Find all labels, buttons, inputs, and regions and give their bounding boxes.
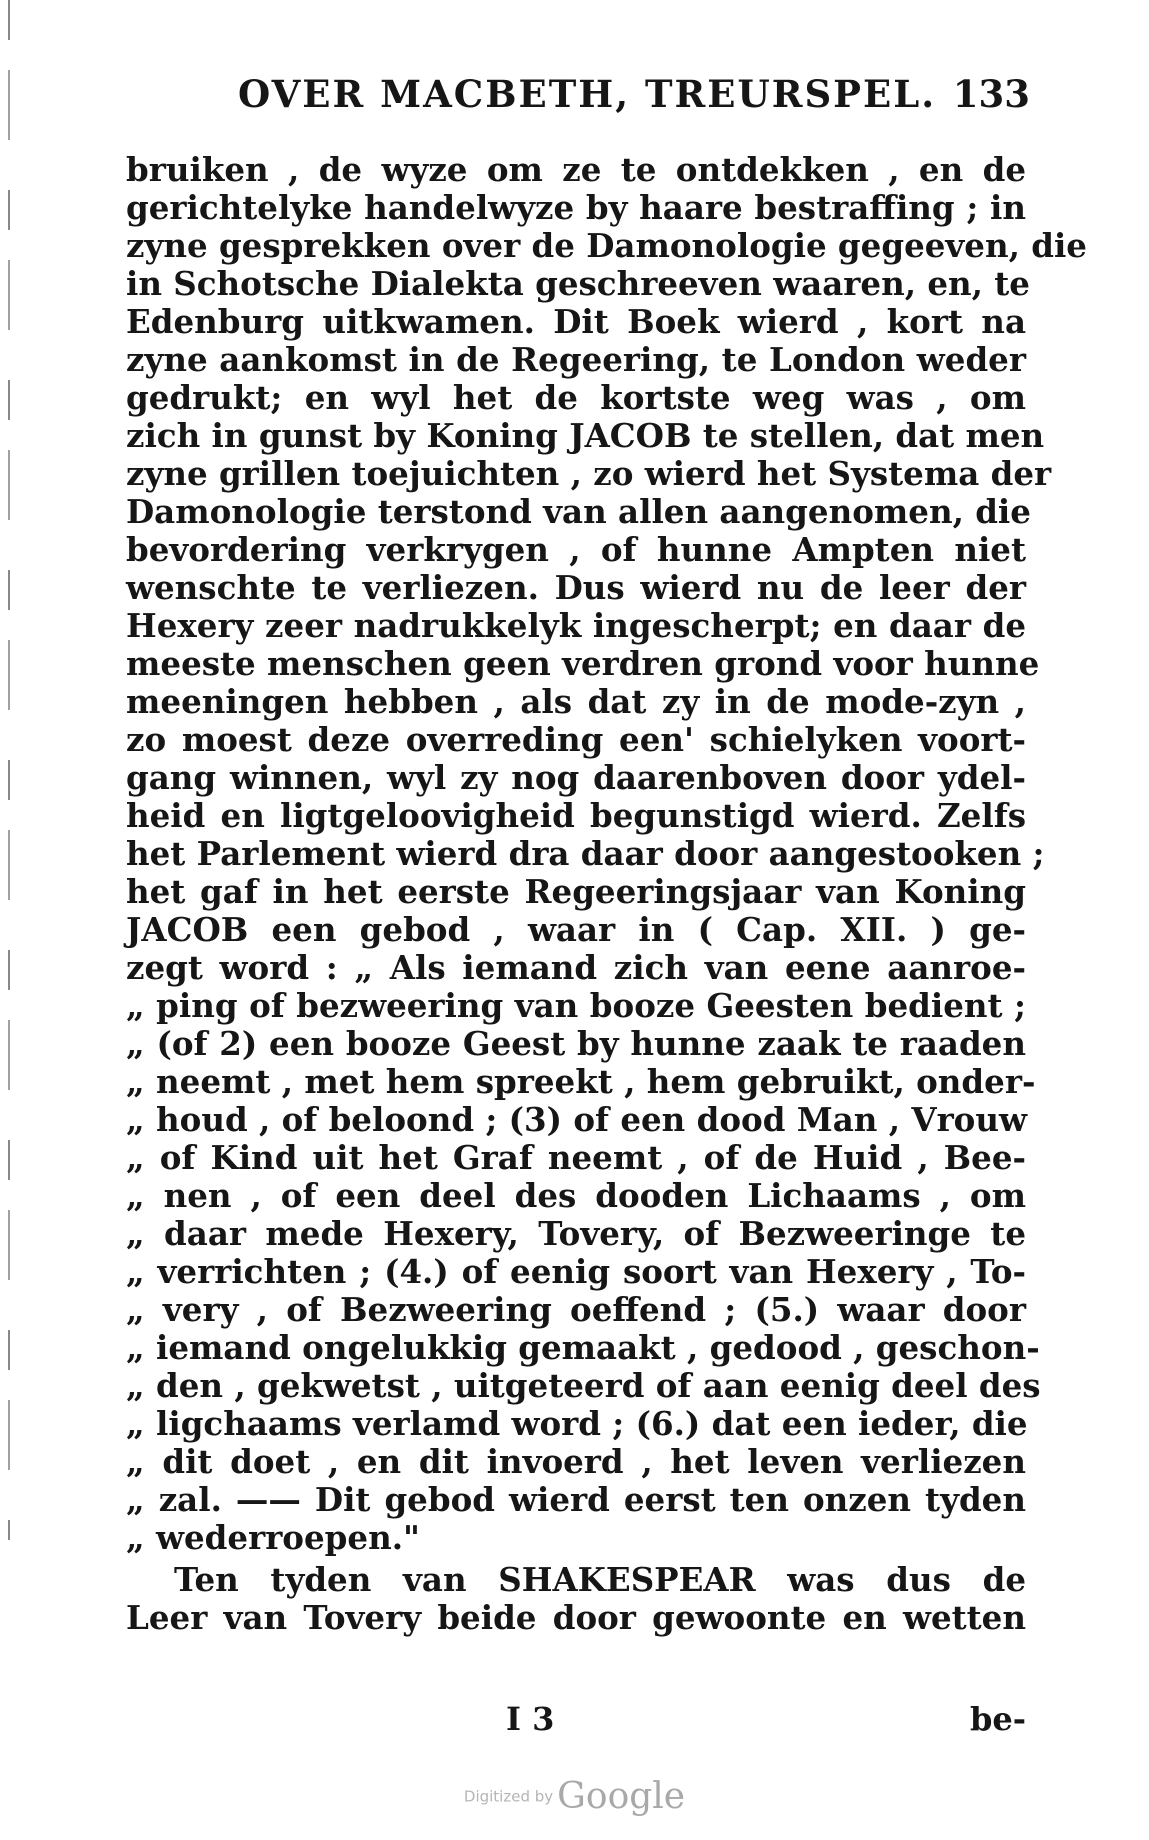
text-line: wenschte te verliezen. Dus wierd nu de leer der [126,568,1026,607]
quoted-line: „ very , of Bezweering oeffend ; (5.) waar door [126,1290,1026,1329]
text-line: bruiken , de wyze om ze te ontdekken , en de [126,150,1026,189]
catchword: be- [969,1700,1026,1738]
quoted-line: „ of Kind uit het Graf neemt , of de Huid , Bee- [126,1138,1026,1177]
quoted-line: „ dit doet , en dit invoerd , het leven verliezen [126,1442,1026,1481]
digitization-watermark [0,1776,1149,1817]
text-line: meeningen hebben , als dat zy in de mode-zyn , [126,682,1026,721]
quoted-line: „ daar mede Hexery, Tovery, of Bezweeringe te [126,1214,1026,1253]
quoted-line: „ nen , of een deel des dooden Lichaams , om [126,1176,1026,1215]
text-line: zyne grillen toejuichten , zo wierd het Systema der [126,454,1052,493]
google-logo: Google [557,1776,686,1817]
text-line: JACOB een gebod , waar in ( Cap. XII. ) ge- [126,910,1026,949]
running-head [130,72,1030,122]
text-line: Edenburg uitkwamen. Dit Boek wierd , kort na [126,302,1026,341]
text-line: het Parlement wierd dra daar door aangestooken ; [126,834,1045,873]
quoted-line: „ verrichten ; (4.) of eenig soort van Hexery , To- [126,1252,1026,1291]
text-line: bevordering verkrygen , of hunne Ampten niet [126,530,1026,569]
text-line: meeste menschen geen verdren grond voor hunne [126,644,1040,683]
text-line: het gaf in het eerste Regeeringsjaar van Koning [126,872,1026,911]
quoted-line: „ houd , of beloond ; (3) of een dood Man , Vrouw [126,1100,1027,1139]
quoted-line: „ iemand ongelukkig gemaakt , gedood , geschon- [126,1328,1040,1367]
text-line: heid en ligtgeloovigheid begunstigd wierd. Zelfs [126,796,1026,835]
text-line: zegt word : „ Als iemand zich van eene aanroe- [126,948,1026,987]
signature-mark: I 3 [506,1700,555,1738]
text-line: zich in gunst by Koning JACOB te stellen, dat men [126,416,1045,455]
quoted-line: „ neemt , met hem spreekt , hem gebruikt, onder- [126,1062,1036,1101]
page-number: 133 [952,72,1030,116]
text-line: gedrukt; en wyl het de kortste weg was , om [126,378,1026,417]
running-title: OVER MACBETH, TREURSPEL. [238,72,937,116]
text-line: gang winnen, wyl zy nog daarenboven door ydel- [126,758,1026,797]
digitized-by-label: Digitized by [463,1787,554,1806]
text-line: zyne gesprekken over de Damonologie gegeeven, die [126,226,1087,265]
text-line: zo moest deze overreding een' schielyken voort- [126,720,1026,759]
text-line: gerichtelyke handelwyze by haare bestraffing ; in [126,188,1026,227]
quoted-line: „ wederroepen." [126,1518,420,1557]
paragraph-start-line: Ten tyden van SHAKESPEAR was dus de [174,1560,1026,1599]
quoted-line: „ ligchaams verlamd word ; (6.) dat een ieder, die [126,1404,1028,1443]
text-line: Damonologie terstond van allen aangenomen, die [126,492,1031,531]
catchline [126,1700,1026,1740]
quoted-line: „ zal. —— Dit gebod wierd eerst ten onzen tyden [126,1480,1026,1519]
page-edge-rule [8,0,10,1540]
text-line: Leer van Tovery beide door gewoonte en wetten [126,1598,1026,1637]
text-line: in Schotsche Dialekta geschreeven waaren, en, te [126,264,1030,303]
quoted-line: „ den , gekwetst , uitgeteerd of aan eenig deel des [126,1366,1041,1405]
text-line: zyne aankomst in de Regeering, te London weder [126,340,1026,379]
text-line: Hexery zeer nadrukkelyk ingescherpt; en daar de [126,606,1026,645]
quoted-line: „ ping of bezweering van booze Geesten bedient ; [126,986,1026,1025]
quoted-line: „ (of 2) een booze Geest by hunne zaak te raaden [126,1024,1026,1063]
